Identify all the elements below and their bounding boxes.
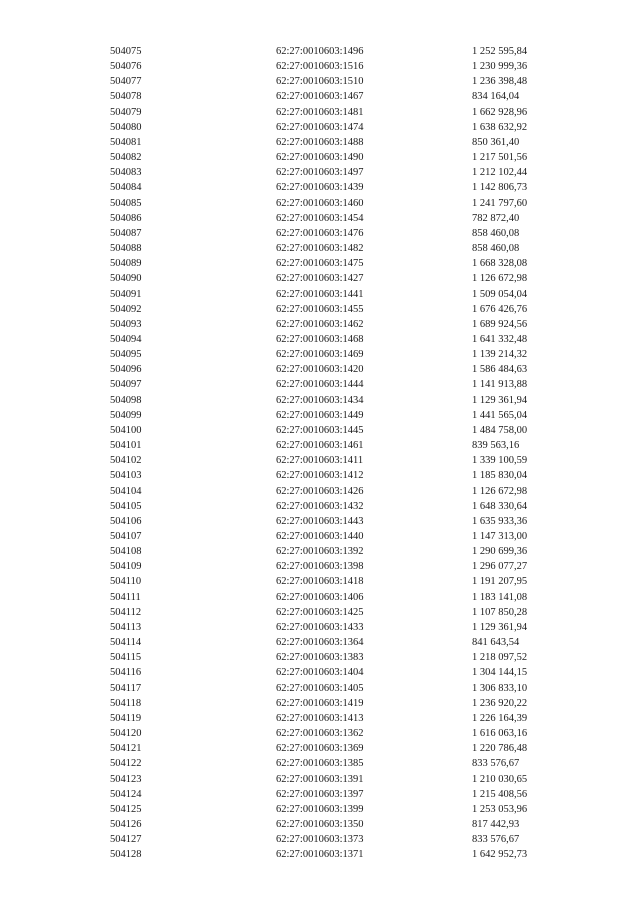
row-number: 504081 xyxy=(110,136,142,148)
cadastral-number: 62:27:0010603:1391 xyxy=(276,773,364,785)
table-row xyxy=(110,590,550,605)
table-row xyxy=(110,196,550,211)
cadastral-value: 1 676 426,76 xyxy=(472,303,528,315)
cadastral-value: 1 210 030,65 xyxy=(472,773,528,785)
table-row xyxy=(110,393,550,408)
row-number: 504080 xyxy=(110,121,142,133)
cadastral-number: 62:27:0010603:1443 xyxy=(276,515,364,527)
cadastral-value: 1 191 207,95 xyxy=(472,576,528,588)
cadastral-value: 1 236 398,48 xyxy=(472,76,528,88)
row-number: 504114 xyxy=(110,637,142,649)
row-number: 504120 xyxy=(110,728,142,740)
cadastral-value: 841 643,54 xyxy=(472,637,520,649)
table-row xyxy=(110,120,550,135)
cadastral-value: 834 164,04 xyxy=(472,91,520,103)
table-row xyxy=(110,529,550,544)
row-number: 504087 xyxy=(110,227,142,239)
table-row xyxy=(110,544,550,559)
table-row xyxy=(110,408,550,423)
row-number: 504091 xyxy=(110,288,142,300)
table-row xyxy=(110,347,550,362)
cadastral-number: 62:27:0010603:1460 xyxy=(276,197,364,209)
cadastral-number: 62:27:0010603:1392 xyxy=(276,546,364,558)
cadastral-number: 62:27:0010603:1455 xyxy=(276,303,364,315)
row-number: 504110 xyxy=(110,576,142,588)
table-row xyxy=(110,59,550,74)
row-number: 504084 xyxy=(110,182,142,194)
table-row xyxy=(110,256,550,271)
cadastral-value: 1 616 063,16 xyxy=(472,728,528,740)
row-number: 504089 xyxy=(110,258,142,270)
cadastral-value: 1 253 053,96 xyxy=(472,803,528,815)
table-row xyxy=(110,211,550,226)
cadastral-number: 62:27:0010603:1454 xyxy=(276,212,364,224)
table-row xyxy=(110,74,550,89)
row-number: 504113 xyxy=(110,621,142,633)
cadastral-value: 1 689 924,56 xyxy=(472,318,528,330)
table-row xyxy=(110,559,550,574)
cadastral-number: 62:27:0010603:1406 xyxy=(276,591,364,603)
cadastral-number: 62:27:0010603:1419 xyxy=(276,697,364,709)
cadastral-number: 62:27:0010603:1425 xyxy=(276,606,364,618)
cadastral-number: 62:27:0010603:1405 xyxy=(276,682,364,694)
cadastral-number: 62:27:0010603:1441 xyxy=(276,288,364,300)
table-row xyxy=(110,89,550,104)
row-number: 504093 xyxy=(110,318,142,330)
row-number: 504127 xyxy=(110,834,142,846)
cadastral-number: 62:27:0010603:1397 xyxy=(276,788,364,800)
cadastral-value: 1 296 077,27 xyxy=(472,561,528,573)
cadastral-number: 62:27:0010603:1467 xyxy=(276,91,364,103)
row-number: 504106 xyxy=(110,515,142,527)
row-number: 504126 xyxy=(110,818,142,830)
cadastral-value: 1 304 144,15 xyxy=(472,667,528,679)
cadastral-value: 1 139 214,32 xyxy=(472,349,528,361)
table-row xyxy=(110,772,550,787)
row-number: 504076 xyxy=(110,61,142,73)
table-row xyxy=(110,135,550,150)
table-row xyxy=(110,468,550,483)
cadastral-value: 1 509 054,04 xyxy=(472,288,528,300)
table-row xyxy=(110,756,550,771)
cadastral-number: 62:27:0010603:1371 xyxy=(276,849,364,861)
table-row xyxy=(110,665,550,680)
table-row xyxy=(110,150,550,165)
cadastral-value: 1 241 797,60 xyxy=(472,197,528,209)
cadastral-number: 62:27:0010603:1418 xyxy=(276,576,364,588)
cadastral-value: 782 872,40 xyxy=(472,212,520,224)
table-row xyxy=(110,605,550,620)
row-number: 504101 xyxy=(110,440,142,452)
row-number: 504116 xyxy=(110,667,142,679)
table-row xyxy=(110,832,550,847)
cadastral-value: 858 460,08 xyxy=(472,243,520,255)
cadastral-number: 62:27:0010603:1474 xyxy=(276,121,364,133)
cadastral-number: 62:27:0010603:1469 xyxy=(276,349,364,361)
cadastral-number: 62:27:0010603:1420 xyxy=(276,364,364,376)
table-row xyxy=(110,741,550,756)
cadastral-value: 833 576,67 xyxy=(472,834,520,846)
table-row xyxy=(110,681,550,696)
table-row xyxy=(110,787,550,802)
cadastral-value: 1 183 141,08 xyxy=(472,591,528,603)
row-number: 504082 xyxy=(110,152,142,164)
row-number: 504118 xyxy=(110,697,142,709)
table-row xyxy=(110,514,550,529)
table-row xyxy=(110,635,550,650)
cadastral-value: 1 230 999,36 xyxy=(472,61,528,73)
cadastral-value: 1 668 328,08 xyxy=(472,258,528,270)
table-row xyxy=(110,332,550,347)
row-number: 504108 xyxy=(110,546,142,558)
row-number: 504086 xyxy=(110,212,142,224)
cadastral-value: 1 185 830,04 xyxy=(472,470,528,482)
cadastral-value: 1 129 361,94 xyxy=(472,621,528,633)
cadastral-value: 1 662 928,96 xyxy=(472,106,528,118)
cadastral-value: 1 484 758,00 xyxy=(472,424,528,436)
table-row xyxy=(110,620,550,635)
table-row xyxy=(110,180,550,195)
row-number: 504121 xyxy=(110,743,142,755)
table-row xyxy=(110,302,550,317)
cadastral-number: 62:27:0010603:1476 xyxy=(276,227,364,239)
cadastral-value: 833 576,67 xyxy=(472,758,520,770)
row-number: 504105 xyxy=(110,500,142,512)
cadastral-number: 62:27:0010603:1468 xyxy=(276,333,364,345)
cadastral-value: 1 648 330,64 xyxy=(472,500,528,512)
row-number: 504112 xyxy=(110,606,142,618)
cadastral-value: 1 252 595,84 xyxy=(472,46,528,57)
cadastral-value: 1 220 786,48 xyxy=(472,743,528,755)
cadastral-value: 1 142 806,73 xyxy=(472,182,528,194)
cadastral-value: 858 460,08 xyxy=(472,227,520,239)
cadastral-value: 1 212 102,44 xyxy=(472,167,528,179)
cadastral-number: 62:27:0010603:1426 xyxy=(276,485,364,497)
cadastral-number: 62:27:0010603:1413 xyxy=(276,712,364,724)
cadastral-number: 62:27:0010603:1461 xyxy=(276,440,364,452)
table-row xyxy=(110,438,550,453)
table-row xyxy=(110,817,550,832)
cadastral-number: 62:27:0010603:1433 xyxy=(276,621,364,633)
cadastral-value: 1 126 672,98 xyxy=(472,485,528,497)
cadastral-number: 62:27:0010603:1427 xyxy=(276,273,364,285)
cadastral-value: 1 218 097,52 xyxy=(472,652,528,664)
cadastral-number: 62:27:0010603:1434 xyxy=(276,394,364,406)
row-number: 504097 xyxy=(110,379,142,391)
row-number: 504090 xyxy=(110,273,142,285)
cadastral-value: 1 641 332,48 xyxy=(472,333,528,345)
cadastral-number: 62:27:0010603:1364 xyxy=(276,637,364,649)
table-row xyxy=(110,802,550,817)
cadastral-number: 62:27:0010603:1445 xyxy=(276,424,364,436)
table-row xyxy=(110,287,550,302)
row-number: 504124 xyxy=(110,788,142,800)
cadastral-value: 1 147 313,00 xyxy=(472,531,528,542)
table-row xyxy=(110,726,550,741)
table-row xyxy=(110,847,550,862)
cadastral-value: 1 107 850,28 xyxy=(472,606,528,618)
row-number: 504099 xyxy=(110,409,142,421)
cadastral-value: 1 217 501,56 xyxy=(472,152,528,164)
cadastral-number: 62:27:0010603:1369 xyxy=(276,743,364,755)
row-number: 504096 xyxy=(110,364,142,376)
cadastral-value: 1 642 952,73 xyxy=(472,849,528,861)
row-number: 504098 xyxy=(110,394,142,406)
cadastral-number: 62:27:0010603:1488 xyxy=(276,136,364,148)
table-row xyxy=(110,105,550,120)
row-number: 504117 xyxy=(110,682,142,694)
cadastral-number: 62:27:0010603:1412 xyxy=(276,470,364,482)
row-number: 504075 xyxy=(110,46,142,57)
table-row xyxy=(110,453,550,468)
cadastral-number: 62:27:0010603:1510 xyxy=(276,76,364,88)
cadastral-value: 1 236 920,22 xyxy=(472,697,528,709)
cadastral-number: 62:27:0010603:1516 xyxy=(276,61,364,73)
cadastral-value: 1 638 632,92 xyxy=(472,121,528,133)
data-table xyxy=(110,44,550,862)
cadastral-number: 62:27:0010603:1385 xyxy=(276,758,364,770)
cadastral-value: 1 586 484,63 xyxy=(472,364,528,376)
row-number: 504100 xyxy=(110,424,142,436)
cadastral-value: 817 442,93 xyxy=(472,818,520,830)
row-number: 504109 xyxy=(110,561,142,573)
table-row xyxy=(110,317,550,332)
cadastral-value: 1 290 699,36 xyxy=(472,546,528,558)
row-number: 504125 xyxy=(110,803,142,815)
cadastral-number: 62:27:0010603:1490 xyxy=(276,152,364,164)
row-number: 504092 xyxy=(110,303,142,315)
cadastral-value: 1 306 833,10 xyxy=(472,682,528,694)
cadastral-number: 62:27:0010603:1497 xyxy=(276,167,364,179)
table-row xyxy=(110,165,550,180)
row-number: 504107 xyxy=(110,531,142,542)
table-row xyxy=(110,271,550,286)
row-number: 504079 xyxy=(110,106,142,118)
row-number: 504094 xyxy=(110,333,142,345)
cadastral-number: 62:27:0010603:1449 xyxy=(276,409,364,421)
row-number: 504102 xyxy=(110,455,142,467)
row-number: 504077 xyxy=(110,76,142,88)
cadastral-value: 1 126 672,98 xyxy=(472,273,528,285)
row-number: 504119 xyxy=(110,712,142,724)
cadastral-number: 62:27:0010603:1398 xyxy=(276,561,364,573)
cadastral-number: 62:27:0010603:1482 xyxy=(276,243,364,255)
table-row xyxy=(110,226,550,241)
table-row xyxy=(110,423,550,438)
cadastral-number: 62:27:0010603:1373 xyxy=(276,834,364,846)
table-row xyxy=(110,696,550,711)
row-number: 504128 xyxy=(110,849,142,861)
table-row xyxy=(110,574,550,589)
cadastral-number: 62:27:0010603:1404 xyxy=(276,667,364,679)
row-number: 504095 xyxy=(110,349,142,361)
row-number: 504083 xyxy=(110,167,142,179)
cadastral-value: 1 226 164,39 xyxy=(472,712,528,724)
cadastral-value: 1 129 361,94 xyxy=(472,394,528,406)
cadastral-value: 1 635 933,36 xyxy=(472,515,528,527)
row-number: 504111 xyxy=(110,591,141,603)
cadastral-number: 62:27:0010603:1432 xyxy=(276,500,364,512)
row-number: 504122 xyxy=(110,758,142,770)
row-number: 504085 xyxy=(110,197,142,209)
table-row xyxy=(110,362,550,377)
cadastral-value: 850 361,40 xyxy=(472,136,520,148)
cadastral-value: 1 215 408,56 xyxy=(472,788,528,800)
row-number: 504115 xyxy=(110,652,142,664)
cadastral-number: 62:27:0010603:1399 xyxy=(276,803,364,815)
table-row xyxy=(110,711,550,726)
cadastral-number: 62:27:0010603:1475 xyxy=(276,258,364,270)
table-row xyxy=(110,499,550,514)
table-row xyxy=(110,650,550,665)
cadastral-number: 62:27:0010603:1481 xyxy=(276,106,364,118)
cadastral-value: 1 141 913,88 xyxy=(472,379,528,391)
cadastral-number: 62:27:0010603:1362 xyxy=(276,728,364,740)
cadastral-number: 62:27:0010603:1444 xyxy=(276,379,364,391)
cadastral-number: 62:27:0010603:1462 xyxy=(276,318,364,330)
table-row xyxy=(110,484,550,499)
row-number: 504104 xyxy=(110,485,142,497)
table-row xyxy=(110,377,550,392)
cadastral-number: 62:27:0010603:1496 xyxy=(276,46,364,57)
table-row xyxy=(110,241,550,256)
row-number: 504078 xyxy=(110,91,142,103)
row-number: 504123 xyxy=(110,773,142,785)
table-row xyxy=(110,44,550,59)
row-number: 504088 xyxy=(110,243,142,255)
cadastral-number: 62:27:0010603:1383 xyxy=(276,652,364,664)
row-number: 504103 xyxy=(110,470,142,482)
cadastral-value: 1 339 100,59 xyxy=(472,455,528,467)
cadastral-number: 62:27:0010603:1440 xyxy=(276,531,364,542)
cadastral-number: 62:27:0010603:1439 xyxy=(276,182,364,194)
cadastral-number: 62:27:0010603:1411 xyxy=(276,455,364,467)
cadastral-value: 1 441 565,04 xyxy=(472,409,528,421)
cadastral-value: 839 563,16 xyxy=(472,440,520,452)
cadastral-number: 62:27:0010603:1350 xyxy=(276,818,364,830)
